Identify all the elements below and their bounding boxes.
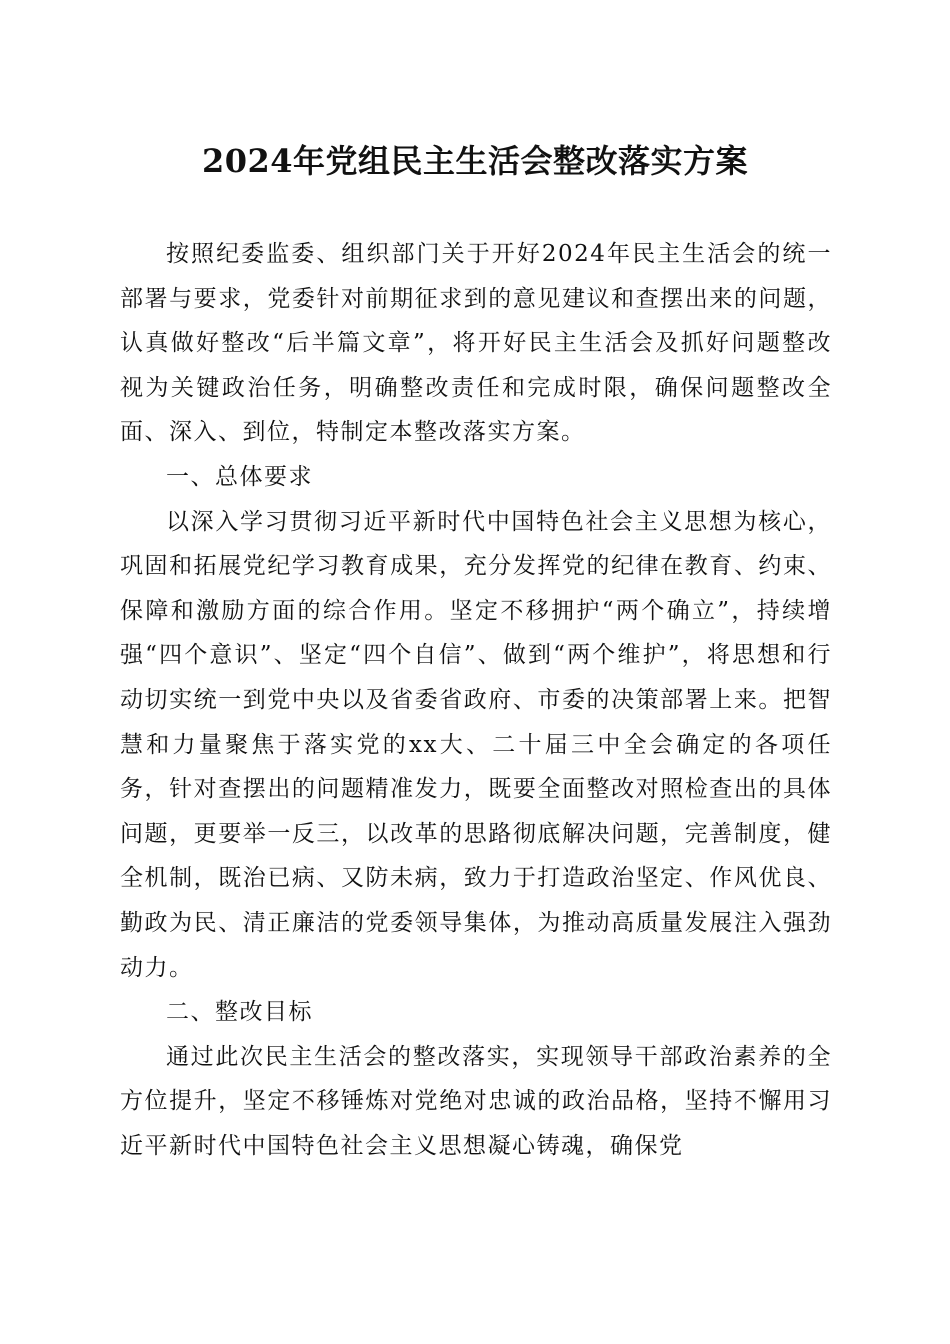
document-body bbox=[120, 232, 832, 1168]
intro-paragraph: 按照纪委监委、组织部门关于开好2024年民主生活会的统一部署与要求，党委针对前期征求到的意见建议和查摆出来的问题，认真做好整改“后半篇文章”，将开好民主生活会及抓好问题整改视为关键政治任务，明确整改责任和完成时限，确保问题整改全面、深入、到位，特制定本整改落实方案。 bbox=[120, 241, 832, 446]
section-paragraph-general-requirements: 以深入学习贯彻习近平新时代中国特色社会主义思想为核心，巩固和拓展党纪学习教育成果，充分发挥党的纪律在教育、约束、保障和激励方面的综合作用。坚定不移拥护“两个确立”，持续增强“四个意识”、坚定“四个自信”、做到“两个维护”，将思想和行动切实统一到党中央以及省委省政府、市委的决策部署上来。把智慧和力量聚焦于落实党的xx大、二十届三中全会确定的各项任务，针对查摆出的问题精准发力，既要全面整改对照检查出的具体问题，更要举一反三，以改革的思路彻底解决问题，完善制度，健全机制，既治已病、又防未病，致力于打造政治坚定、作风优良、勤政为民、清正廉洁的党委领导集体，为推动高质量发展注入强劲动力。 bbox=[120, 508, 832, 981]
section-heading-general-requirements: 一、总体要求 bbox=[166, 463, 313, 490]
section-paragraph-rectification-goals: 通过此次民主生活会的整改落实，实现领导干部政治素养的全方位提升，坚定不移锤炼对党绝对忠诚的政治品格，坚持不懈用习近平新时代中国特色社会主义思想凝心铸魂，确保党 bbox=[120, 1043, 832, 1159]
document-title: 2024年党组民主生活会整改落实方案 bbox=[201, 142, 749, 180]
section-heading-rectification-goals: 二、整改目标 bbox=[166, 999, 313, 1026]
